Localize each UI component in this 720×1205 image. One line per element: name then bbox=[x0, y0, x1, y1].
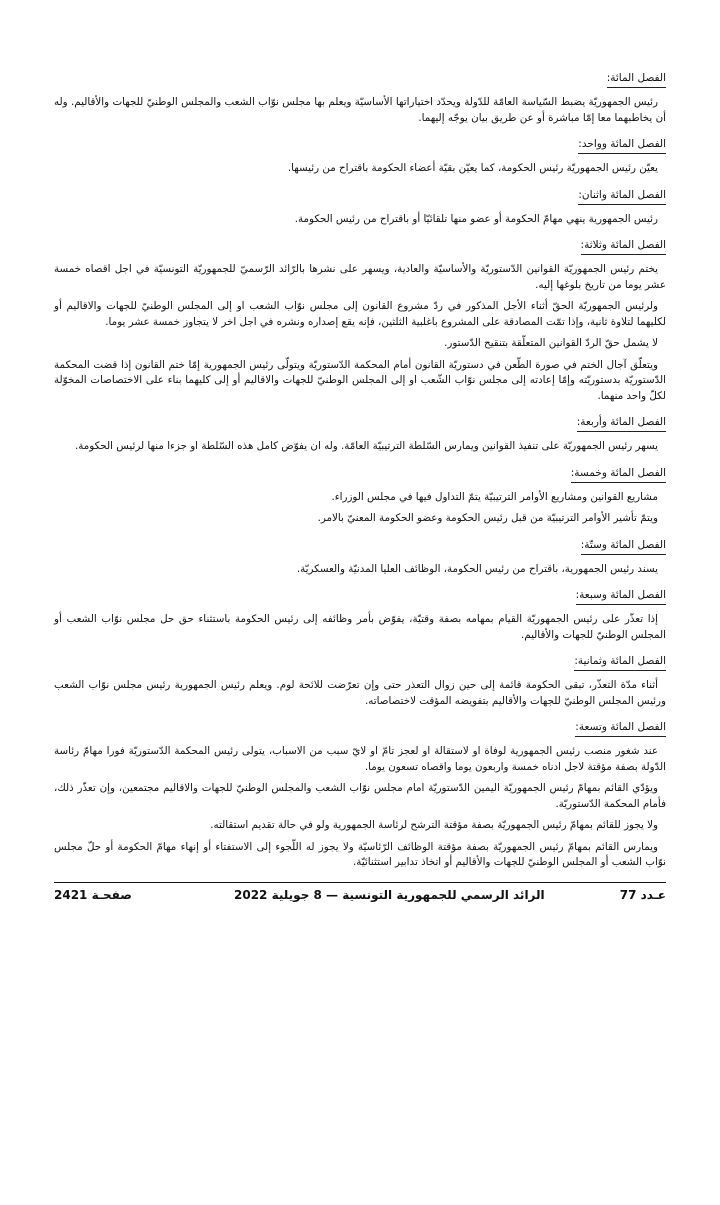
article-heading: الفصل المائة وسبعة: bbox=[576, 588, 666, 605]
article-paragraph: أثناء مدّة التعذّر، تبقى الحكومة قائمة إلى حين زوال التعذر حتى وإن تعرّضت للائحة لوم. ويعلم رئيس الجمهورية رئيس مجلس نوّاب الشعب ورئيس المجلس الوطنيّ للجهات والأقاليم بتفويضه المؤقت لاختصاصاته. bbox=[54, 679, 666, 707]
article-paragraph: ويؤدّي القائم بمهامّ رئيس الجمهوريّة اليمين الدّستوريّة امام مجلس نوّاب الشعب والمجلس الوطنيّ للجهات والاقاليم مجتمعين، وإن تعذّر ذلك، فأمام المحكمة الدّستوريّة. bbox=[54, 782, 666, 810]
article-block bbox=[54, 410, 666, 455]
article-paragraph: ويتعلّق آجال الختم في صورة الطّعن في دستوريّة القانون أمام المحكمة الدّستوريّة ويتولّى رئيس الجمهورية إمّا ختم القانون إذا قضت المحكمة الدّستوريّة بدستوريّته وإمّا إعادته إلى مجلس نوّاب الشّعب او إلى المجلس الوطنيّ للجهات والاقاليم أو إلى كليهما بناء على الاختصاصات المخوّلة لكلّ واحد منهما. bbox=[54, 358, 666, 402]
article-heading: الفصل المائة: bbox=[607, 71, 666, 88]
article-paragraph: يسند رئيس الجمهورية، باقتراح من رئيس الحكومة، الوظائف العليا المدنيّة والعسكريّة. bbox=[296, 562, 658, 575]
article-paragraph: ويمارس القائم بمهامّ رئيس الجمهوريّة بصفة مؤقتة الوظائف الرّئاسيّة ولا يجوز له اللّجوء إلى الاستفتاء أو إنهاء مهامّ الحكومة أو حلّ مجلس نوّاب الشعب أو المجلس الوطنيّ للجهات والأقاليم أو اتخاذ تدابير استثنائيّة. bbox=[54, 840, 666, 868]
footer-divider bbox=[54, 882, 666, 883]
article-paragraph: مشاريع القوانين ومشاريع الأوامر الترتيبيّة يتمّ التداول فيها في مجلس الوزراء. bbox=[331, 490, 658, 503]
article-paragraph: عند شغور منصب رئيس الجمهورية لوفاة او لاستقالة او لعجز تامّ او لايّ سبب من الاسباب، يتولى رئيس المحكمة الدّستوريّة فورا مهامّ رئاسة الدّولة بصفة مؤقتة لاجل ادناه خمسة واربعون يوما واقصاه تسعون يوما. bbox=[54, 745, 666, 773]
document-body bbox=[54, 66, 666, 877]
article-paragraph: يسهر رئيس الجمهوريّة على تنفيذ القوانين ويمارس السّلطة الترتيبيّة العامّة. وله ان يفوّض كامل هذه السّلطة او جزءا منها لرئيس الحكومة. bbox=[74, 440, 658, 452]
article-block bbox=[54, 583, 666, 643]
article-heading: الفصل المائة وأربعة: bbox=[577, 415, 666, 432]
page-footer bbox=[54, 888, 666, 906]
footer-gazette-title: الرائد الرسمي للجمهورية التونسية — 8 جويلية 2022 bbox=[234, 888, 545, 902]
article-heading: الفصل المائة وتسعة: bbox=[575, 720, 666, 737]
article-paragraph: ويتمّ تأشير الأوامر الترتيبيّة من قبل رئيس الحكومة وعضو الحكومة المعنيّ بالامر. bbox=[317, 512, 658, 524]
article-heading: الفصل المائة واثنان: bbox=[578, 188, 666, 205]
article-heading: الفصل المائة وخمسة: bbox=[571, 466, 666, 483]
article-block bbox=[54, 66, 666, 126]
article-block bbox=[54, 183, 666, 228]
article-block bbox=[54, 715, 666, 871]
article-heading: الفصل المائة وثلاثة: bbox=[581, 238, 666, 255]
article-block bbox=[54, 649, 666, 709]
article-paragraph: إذا تعذّر على رئيس الجمهوريّة القيام بمهامه بصفة وقتيّة، يفوّض بأمر وظائفه إلى رئيس الحكومة باستثناء حق حل مجلس نوّاب الشعب أو المجلس الوطنيّ للجهات والأقاليم. bbox=[54, 613, 666, 641]
article-paragraph: يختم رئيس الجمهوريّة القوانين الدّستوريّة والأساسيّة والعادية، ويسهر على نشرها بالرّائد الرّسميّ للجمهوريّة التونسيّة في اجل اقصاه خمسة عشر يوما من تاريخ بلوغها إليه. bbox=[54, 263, 666, 291]
article-paragraph: يعيّن رئيس الجمهوريّة رئيس الحكومة، كما يعيّن بقيّة أعضاء الحكومة باقتراح من رئيسها. bbox=[287, 162, 658, 174]
article-block bbox=[54, 132, 666, 177]
article-block bbox=[54, 233, 666, 404]
article-heading: الفصل المائة وواحد: bbox=[578, 137, 666, 154]
article-block bbox=[54, 533, 666, 578]
article-paragraph: ولرئيس الجمهوريّة الحقّ أثناء الأجل المذكور في ردّ مشروع القانون إلى مجلس نوّاب الشعب او إلى المجلس الوطنيّ للجهات والاقاليم أو لكليهما لتلاوة ثانية، وإذا تمّت المصادقة على المشروع باغلبية الثلثين، فإنه يقع إصداره ونشره في اجل اخر لا يتجاوز خمسة عشر يوما. bbox=[54, 300, 666, 328]
article-paragraph: رئيس الجمهورية ينهي مهامّ الحكومة أو عضو منها تلقائيّا أو باقتراح من رئيس الحكومة. bbox=[294, 212, 658, 225]
article-paragraph: لا يشمل حقّ الردّ القوانين المتعلّقة بتنقيح الدّستور. bbox=[444, 337, 658, 349]
article-paragraph: رئيس الجمهوريّة يضبط السّياسة العامّة للدّولة ويحدّد اختياراتها الأساسيّة ويعلم بها مجلس نوّاب الشعب والمجلس الوطنيّ للجهات والأقاليم. وله أن يخاطبهما معا إمّا مباشرة أو عن طريق بيان يوجّه إليهما. bbox=[54, 96, 666, 124]
article-heading: الفصل المائة وثمانية: bbox=[574, 654, 666, 671]
footer-issue-number: عـدد 77 bbox=[619, 888, 666, 902]
article-paragraph: ولا يجوز للقائم بمهامّ رئيس الجمهوريّة بصفة مؤقتة الترشح لرئاسة الجمهورية ولو في حالة تقديم استقالته. bbox=[210, 819, 658, 831]
article-heading: الفصل المائة وستّة: bbox=[581, 538, 666, 555]
footer-page-number: صفحـة 2421 bbox=[54, 888, 132, 902]
article-block bbox=[54, 461, 666, 527]
